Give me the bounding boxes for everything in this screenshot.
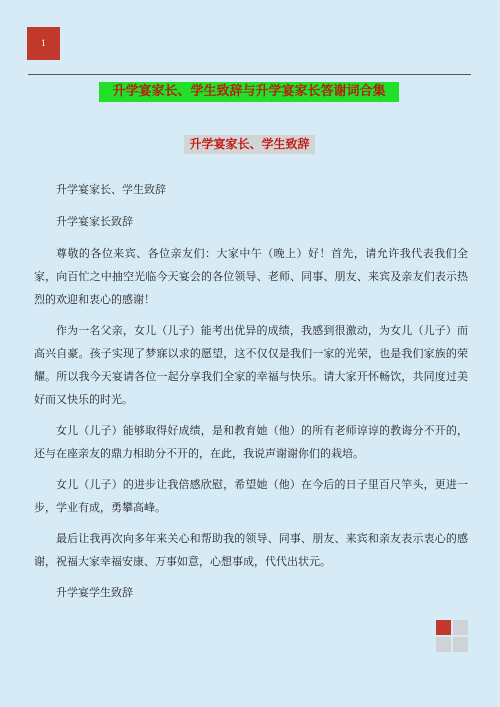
paragraph: 尊敬的各位来宾、各位亲友们：大家中午（晚上）好！首先，请允许我代表我们全家，向百忙之中抽空光临今天宴会的各位领导、老师、同事、朋友、来宾及亲友们表示热烈的欢迎和衷心的感谢！ [34,247,468,306]
corner-square-gray [436,637,451,652]
corner-square-gray [453,637,468,652]
page-number-badge [27,27,60,60]
paragraph: 最后让我再次向多年来关心和帮助我的领导、同事、朋友、来宾和亲友表示衷心的感谢，祝福大家幸福安康、万事如意，心想事成，代代出状元。 [34,532,468,568]
paragraph: 女儿（儿子）能够取得好成绩，是和教育她（他）的所有老师谆谆的教诲分不开的，还与在座亲友的鼎力相助分不开的，在此，我说声谢谢你们的栽培。 [34,424,468,460]
corner-square-red [436,620,451,635]
corner-square-gray [453,620,468,635]
paragraph: 作为一名父亲，女儿（儿子）能考出优异的成绩，我感到很激动，为女儿（儿子）而高兴自豪。孩子实现了梦寐以求的愿望，这不仅仅是我们一家的光荣，也是我们家族的荣耀。所以我今天宴请各位一起分享我们全家的幸福与快乐。请大家开怀畅饮，共同度过美好而又快乐的时光。 [34,324,468,406]
paragraph-heading: 升学宴家长、学生致辞 [56,183,166,196]
document-body [34,178,468,613]
paragraph-heading: 升学宴学生致辞 [56,586,133,599]
paragraph: 女儿（儿子）的进步让我倍感欣慰，希望她（他）在今后的日子里百尺竿头，更进一步，学业有成，勇攀高峰。 [34,478,468,514]
section-title: 升学宴家长、学生致辞 [184,135,315,154]
paragraph-heading: 升学宴家长致辞 [56,215,133,228]
header-divider [28,74,471,75]
page-number: 1 [40,39,47,48]
document-title: 升学宴家长、学生致辞与升学宴家长答谢词合集 [99,82,399,102]
corner-decoration [436,620,468,652]
